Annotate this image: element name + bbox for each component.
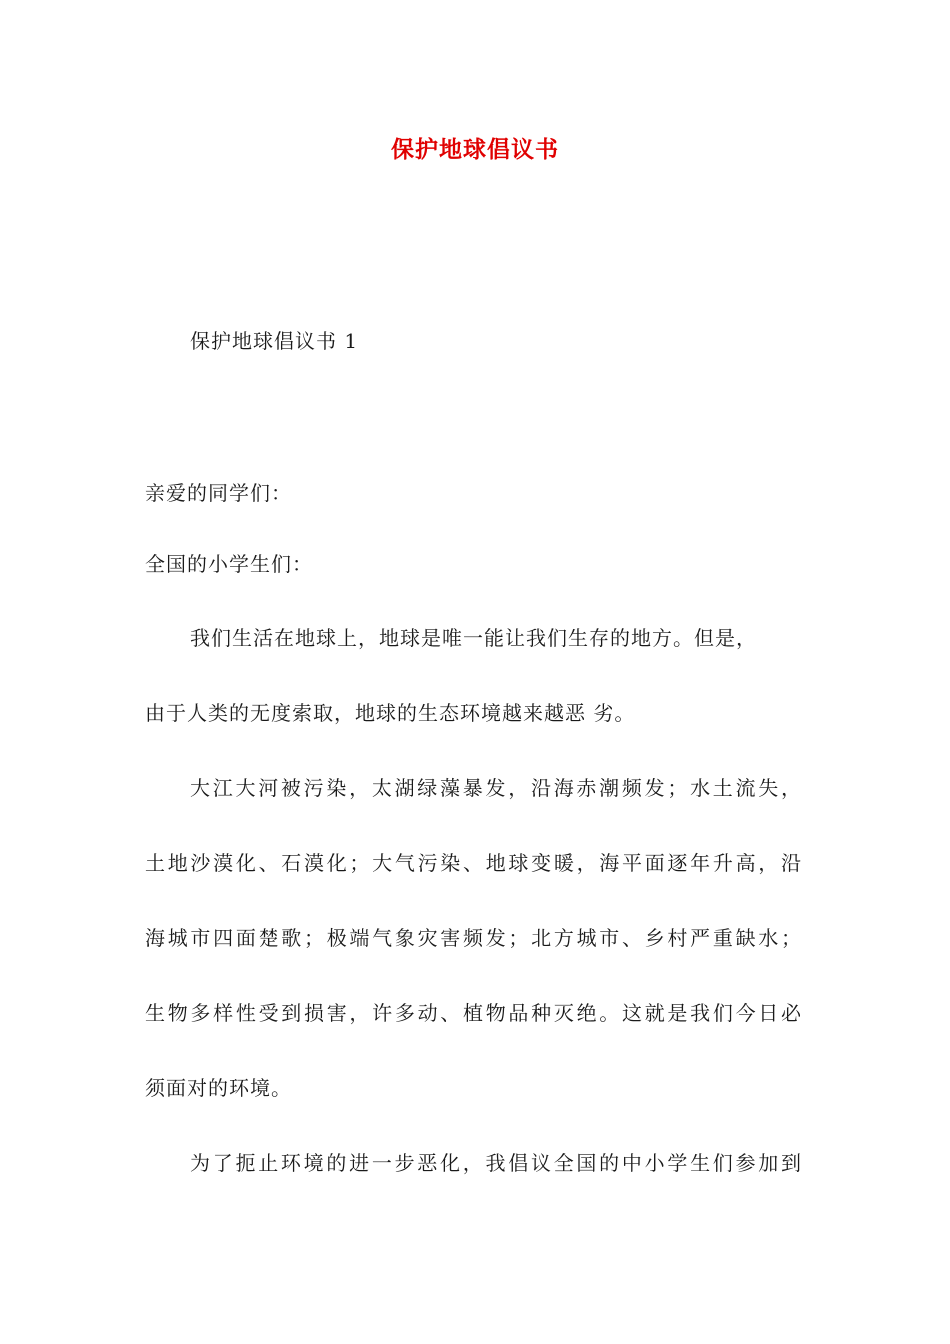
- paragraph-line: 生物多样性受到损害，许多动、植物品种灭绝。这就是我们今日必: [145, 1001, 802, 1025]
- paragraph-line: 由于人类的无度索取，地球的生态环境越来越恶 劣。: [145, 701, 636, 725]
- paragraph-line: 大江大河被污染，太湖绿藻暴发，沿海赤潮频发；水土流失，: [190, 776, 802, 800]
- salutation-line: 全国的小学生们：: [145, 552, 313, 576]
- paragraph-line: 为了扼止环境的进一步恶化，我倡议全国的中小学生们参加到: [190, 1151, 802, 1175]
- document-title: 保护地球倡议书: [391, 137, 559, 163]
- section-heading: 保护地球倡议书 1: [190, 329, 359, 353]
- paragraph-line: 须面对的环境。: [145, 1076, 292, 1100]
- paragraph-line: 海城市四面楚歌；极端气象灾害频发；北方城市、乡村严重缺水；: [145, 926, 802, 950]
- paragraph-line: 土地沙漠化、石漠化；大气污染、地球变暖，海平面逐年升高，沿: [145, 851, 802, 875]
- paragraph-line: 我们生活在地球上，地球是唯一能让我们生存的地方。但是，: [190, 626, 757, 650]
- salutation-line: 亲爱的同学们：: [145, 481, 292, 505]
